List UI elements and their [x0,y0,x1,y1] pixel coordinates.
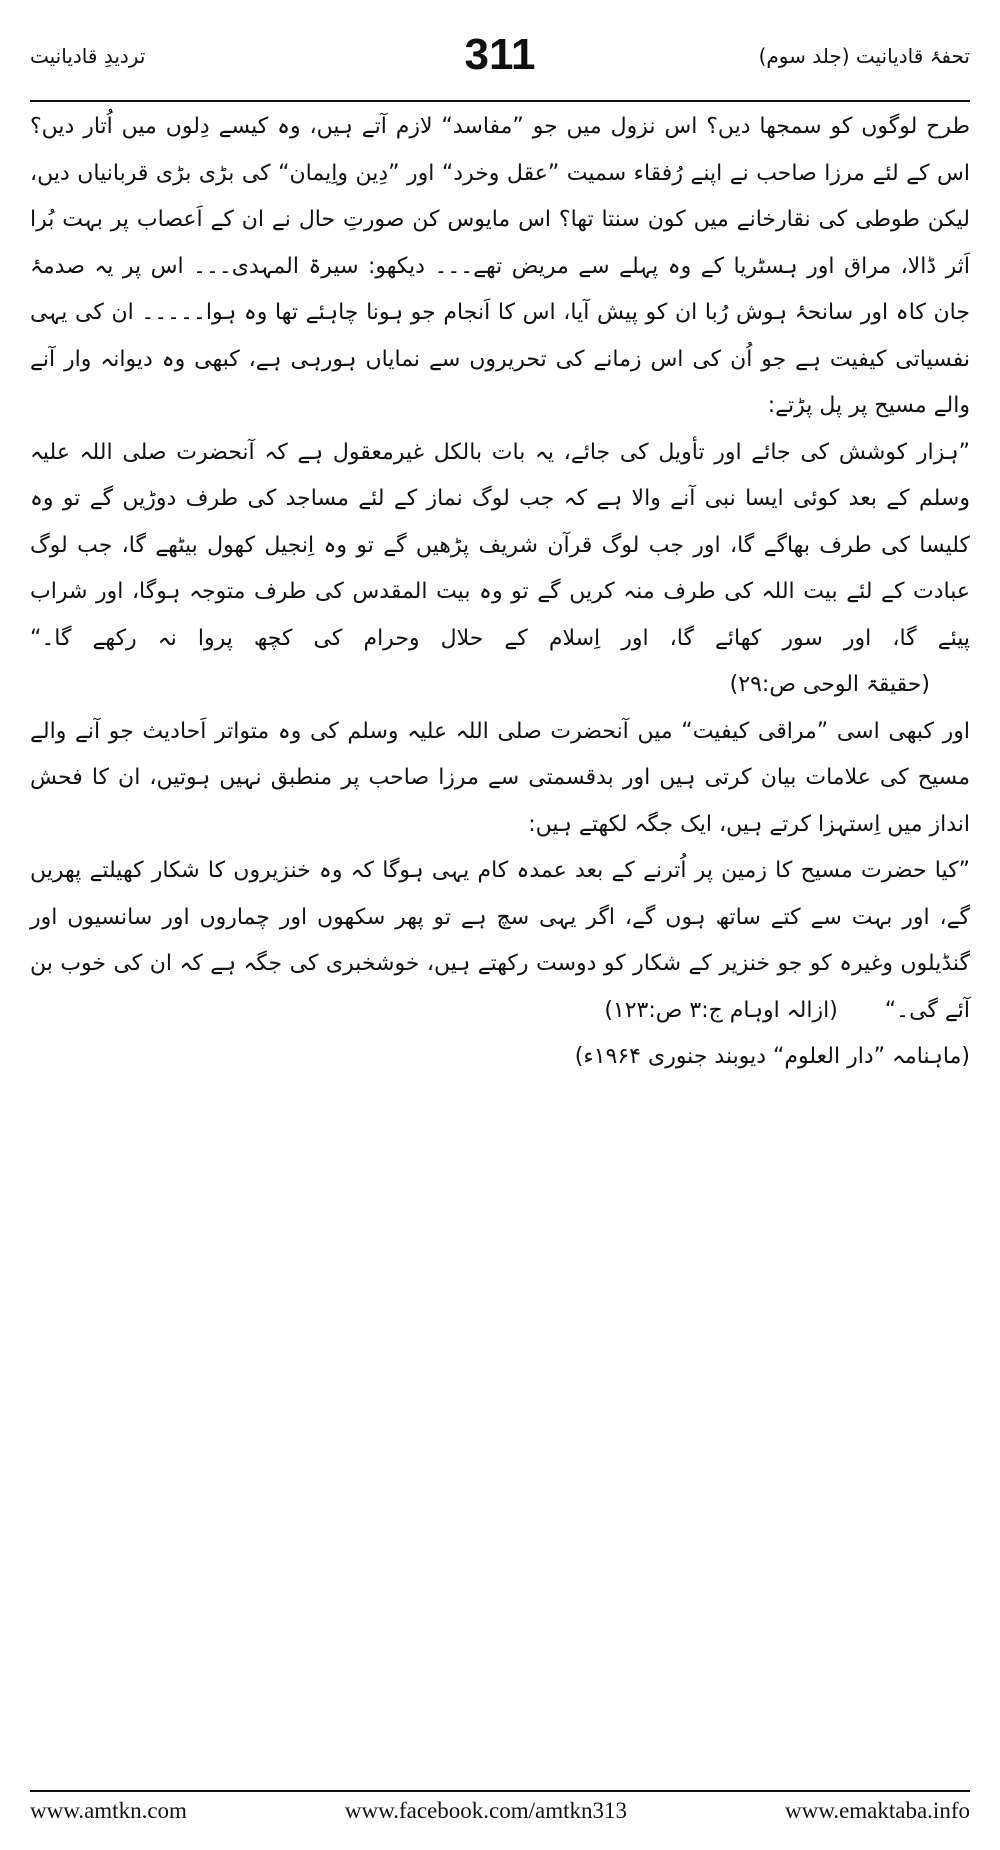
page-number: 311 [464,30,536,79]
quote-1-text: ”ہزار کوشش کی جائے اور تأویل کی جائے، یہ بات بالکل غیرمعقول ہے کہ آنحضرت صلی اللہ علیہ وسلم کے بعد کوئی ایسا نبی آنے والا ہے کہ جب لوگ نماز کے لئے مساجد کی طرف دوڑیں گے تو وہ کلیسا کی طرف بھاگے گا، اور جب لوگ قرآن شریف پڑھیں گے تو وہ اِنجیل کھول بیٹھے گا، جب لوگ عبادت کے لئے بیت اللہ کی طرف منہ کریں گے تو وہ بیت المقدس کی طرف متوجہ ہوگا، اور شراب پیئے گا، اور سور کھائے گا، اور اِسلام کے حلال وحرام کی کچھ پروا نہ رکھے گا۔“ [30,439,970,651]
quote-1-reference: (حقیقۃ الوحی ص:۲۹) [729,672,930,697]
footer-link-facebook[interactable]: www.facebook.com/amtkn313 [344,1798,628,1823]
quote-block-1 [30,430,970,709]
page-body [30,104,970,1081]
running-title-right: تحفۂ قادیانیت (جلد سوم) [758,44,970,68]
paragraph-second: اور کبھی اسی ”مراقی کیفیت“ میں آنحضرت صلی اللہ علیہ وسلم کی وہ متواتر اَحادیث جو آنے والے مسیح کی علامات بیان کرتی ہیں اور بدقسمتی سے مرزا صاحب پر منطبق نہیں ہوتیں، ان کا فحش انداز میں اِستہزا کرتے ہیں، ایک جگہ لکھتے ہیں: [30,718,970,837]
running-title-left: تردیدِ قادیانیت [30,44,146,68]
header-divider [30,100,970,102]
source-attribution: (ماہنامہ ”دار العلوم“ دیوبند جنوری ۱۹۶۴ء) [574,1044,970,1069]
footer-link-emaktaba[interactable]: www.emaktaba.info [784,1798,970,1823]
paragraph-intro: طرح لوگوں کو سمجھا دیں؟ اس نزول میں جو ”مفاسد“ لازم آتے ہیں، وہ کیسے دِلوں میں اُتار دیں؟ اس کے لئے مرزا صاحب نے اپنے رُفقاء سمیت ”عقل وخرد“ اور ”دِین واِیمان“ کی بڑی بڑی قربانیاں دیں، لیکن طوطی کی نقارخانے میں کون سنتا تھا؟ اس مایوس کن صورتِ حال نے ان کے اَعصاب پر بہت بُرا اَثر ڈالا، مراق اور ہسٹریا کے وہ پہلے سے مریض تھے۔۔۔ دیکھو: سیرۃ المہدی۔۔۔ اس پر یہ صدمۂ جان کاہ اور سانحۂ ہوش رُبا ان کو پیش آیا، اس کا اَنجام جو ہونا چاہئے تھا وہ ہوا۔۔۔۔۔ ان کی یہی نفسیاتی کیفیت ہے جو اُن کی اس زمانے کی تحریروں سے نمایاں ہورہی ہے، کبھی وہ دیوانہ وار آنے والے مسیح پر پل پڑتے: [30,114,970,418]
quote-2-reference: (ازالہ اوہام ج:۳ ص:۱۲۳) [604,997,838,1023]
footer-link-amtkn[interactable]: www.amtkn.com [30,1798,187,1823]
page-footer [30,1798,970,1834]
page-header [30,30,970,96]
quote-block-2 [30,848,970,1034]
footer-divider [30,1790,970,1792]
quote-2-text: ”کیا حضرت مسیح کا زمین پر اُترنے کے بعد عمدہ کام یہی ہوگا کہ وہ خنزیروں کا شکار کھیلتے پھریں گے، اور بہت سے کتے ساتھ ہوں گے، اگر یہی سچ ہے تو پھر سکھوں اور چماروں اور سانسیوں اور گنڈیلوں وغیرہ کو جو خنزیر کے شکار کو دوست رکھتے ہیں، خوشخبری کی جگہ ہے کہ ان کی خوب بن آئے گی۔“ [30,858,970,1023]
